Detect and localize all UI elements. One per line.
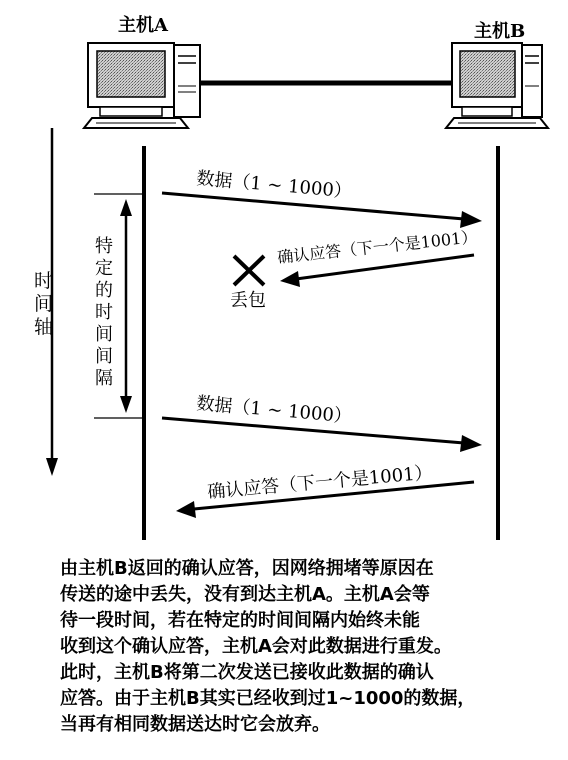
interval-label-7: 隔 [95, 368, 113, 389]
host-a-computer-icon [84, 43, 200, 128]
host-b-label: 主机B [474, 21, 526, 42]
caption-line-4: 收到这个确认应答，主机A会对此数据进行重发。 [60, 636, 452, 657]
data-segment-label-1: 数据（1 ~ 1000） [195, 168, 353, 203]
time-axis-label-2: 间 [34, 293, 54, 315]
packet-lost-cross-icon [234, 256, 264, 285]
caption [60, 556, 530, 738]
caption-line-1: 由主机B返回的确认应答，因网络拥堵等原因在 [60, 558, 434, 579]
caption-line-7: 当再有相同数据送达时它会放弃。 [60, 714, 330, 735]
data-segment-label-2: 数据（1 ~ 1000） [195, 393, 353, 428]
caption-line-3: 待一段时间，若在特定的时间间隔内始终未能 [60, 610, 420, 631]
caption-line-6: 应答。由于主机B其实已经收到过1~1000的数据， [60, 688, 476, 709]
packet-lost-label: 丢包 [230, 290, 266, 311]
caption-line-5: 此时，主机B将第二次发送已接收此数据的确认 [60, 662, 434, 683]
interval-label-4: 时 [95, 302, 113, 323]
caption-line-2: 传送的途中丢失，没有到达主机A。主机A会等 [60, 584, 430, 605]
interval-label-3: 的 [95, 280, 113, 301]
interval-label-1: 特 [95, 236, 113, 257]
lost-ack-label: 确认应答（下一个是1001） [276, 227, 479, 267]
interval-label-5: 间 [95, 324, 113, 345]
ack-label-2: 确认应答（下一个是1001） [206, 462, 434, 503]
interval-label-6: 间 [95, 346, 113, 367]
time-axis-label-1: 时 [34, 270, 54, 292]
interval-label-2: 定 [95, 258, 113, 279]
host-b-computer-icon [446, 43, 548, 128]
host-a-label: 主机A [118, 15, 168, 36]
time-axis-label-3: 轴 [34, 316, 54, 338]
